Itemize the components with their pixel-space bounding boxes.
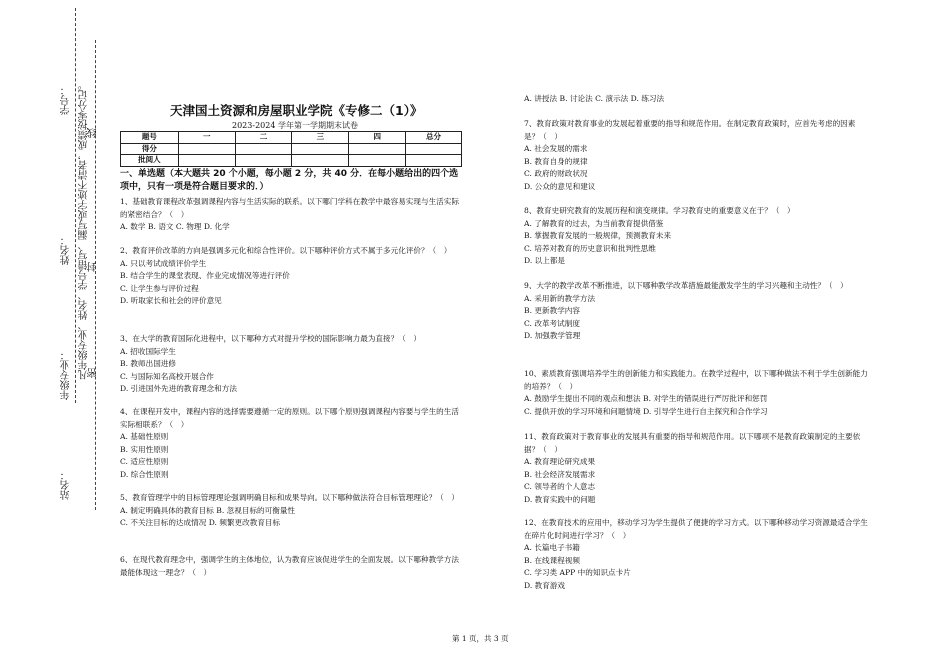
seal-mark-feng: 封 (88, 262, 99, 272)
question-stem: 6、在现代教育理念中，强调学生的主体地位，认为教育应该促进学生的全面发展。以下哪种教学方法最能体现这一理念？（ ） (120, 555, 459, 577)
option-a[interactable]: A. 只以考试成绩评价学生 (120, 258, 207, 268)
grade-major-label: 年级专业： (61, 350, 72, 400)
seal-mark-line: 线 (88, 128, 99, 138)
option-c[interactable]: C. 学习类 APP 中的知识点卡片 (524, 568, 631, 577)
exam-subtitle: 2023-2024 学年第一学期期末试卷 (232, 121, 358, 130)
question-8 (524, 205, 869, 268)
question-5 (120, 492, 465, 530)
row-label: 得分 (121, 143, 179, 155)
option-d[interactable]: D. 公众的意见和建议 (524, 181, 596, 191)
option-d[interactable]: D. 教育实践中的问题 (524, 494, 596, 504)
score-cell[interactable] (406, 143, 462, 155)
question-11 (524, 431, 869, 506)
station-label: 站名： (61, 470, 72, 500)
option-c[interactable]: C. 改革考试制度 (524, 318, 580, 328)
option-b[interactable]: B. 在线课程视频 (524, 555, 580, 565)
question-stem: 4、在课程开发中，课程内容的选择需要遵循一定的原则。以下哪个原则强调课程内容要与学生的生活实际相联系？（ ） (120, 407, 459, 429)
option-line-cd[interactable]: C. 提供开放的学习环境和问题情境 D. 引导学生进行自主探究和合作学习 (524, 406, 768, 416)
question-stem: 7、教育政策对教育事业的发展起着重要的指导和规范作用。在制定教育政策时，应首先考虑的因素是？（ ） (524, 119, 856, 141)
option-a[interactable]: A. 基础性原则 (120, 432, 169, 441)
reviewer-cell[interactable] (349, 155, 406, 167)
question-1 (120, 196, 465, 234)
reviewer-row (121, 155, 462, 167)
question-9 (524, 280, 869, 343)
option-d[interactable]: D. 加强教学管理 (524, 331, 581, 340)
option-a[interactable]: A. 长篇电子书籍 (524, 543, 580, 552)
option-d[interactable]: D. 教育游戏 (524, 580, 566, 590)
question-3 (120, 333, 465, 396)
option-b[interactable]: B. 掌握教育发展的一般规律，预测教育未来 (524, 231, 672, 240)
question-6-options (524, 93, 869, 106)
score-cell[interactable] (349, 143, 406, 155)
option-b[interactable]: B. 社会经济发展需求 (524, 469, 596, 479)
exam-title: 天津国土资源和房屋职业学院《专修二（1）》 (170, 103, 423, 118)
option-a[interactable]: A. 采用新的教学方法 (524, 293, 596, 303)
question-6 (120, 554, 465, 579)
option-b[interactable]: B. 结合学生的课堂表现、作业完成情况等进行评价 (120, 271, 290, 280)
question-stem: 5、教育管理学中的目标管理理论强调明确目标和成果导向。以下哪种做法符合目标管理理论？（ ） (120, 493, 459, 502)
seal-mark-mi: 密 (88, 368, 99, 378)
option-b[interactable]: B. 教育自身的规律 (524, 156, 588, 166)
question-stem: 9、大学的教学改革不断推进，以下哪种教学改革措施最能激发学生的学习兴趣和主动性？（ ） (524, 281, 848, 290)
option-a[interactable]: A. 了解教育的过去，为当前教育提供借鉴 (524, 218, 664, 228)
reviewer-cell[interactable] (178, 155, 235, 167)
question-stem: 8、教育史研究教育的发展历程和演变规律。学习教育史的重要意义在于？（ ） (524, 206, 795, 215)
header-cell: 四 (349, 132, 406, 144)
name-label: 姓名： (61, 235, 72, 265)
header-cell: 一 (178, 132, 235, 144)
question-stem: 2、教育评价改革的方向是强调多元化和综合性评价。以下哪种评价方式不属于多元化评价？（ ） (120, 246, 452, 255)
question-12 (524, 517, 869, 592)
option-a[interactable]: A. 教育理论研究成果 (524, 457, 596, 466)
option-b[interactable]: B. 实用性原则 (120, 444, 169, 454)
option-b[interactable]: B. 更新教学内容 (524, 306, 580, 315)
question-stem: 11、教育政策对于教育事业的发展具有重要的指导和规范作用。以下哪项不是教育政策制定的主要依据？（ ） (524, 432, 861, 454)
option-line-ab[interactable]: A. 鼓励学生提出不同的观点和想法 B. 对学生的错误进行严厉批评和惩罚 (524, 394, 768, 403)
question-stem: 3、在大学的教育国际化进程中，以下哪种方式对提升学校的国际影响力最为直接？（ ） (120, 334, 421, 343)
option-c[interactable]: C. 适应性原则 (120, 457, 169, 466)
binding-dash-line-1 (75, 8, 76, 403)
option-d[interactable]: D. 综合性原则 (120, 469, 169, 479)
question-4 (120, 406, 465, 481)
option-c[interactable]: C. 与国际知名高校开展合作 (120, 371, 214, 381)
option-a[interactable]: A. 社会发展的需求 (524, 144, 588, 153)
score-table-header-row (121, 132, 462, 144)
score-table (120, 131, 462, 167)
question-10 (524, 368, 869, 418)
score-cell[interactable] (292, 143, 349, 155)
student-id-label: 学号： (61, 85, 72, 115)
row-label: 批阅人 (121, 155, 179, 167)
header-cell: 题号 (121, 132, 179, 144)
option-line[interactable]: A. 数学 B. 语文 C. 物理 D. 化学 (120, 222, 230, 231)
question-stem: 1、基础教育课程改革强调课程内容与生活实际的联系。以下哪门学科在教学中最容易实现与生活实际的紧密结合？（ ） (120, 197, 459, 219)
question-stem: 10、素质教育强调培养学生的创新能力和实践能力。在教学过程中，以下哪种做法不利于学生创新能力的培养？（ ） (524, 369, 868, 391)
binding-dash-line-2 (95, 40, 96, 510)
score-cell[interactable] (178, 143, 235, 155)
page-number: 第 1 页，共 3 页 (452, 634, 509, 643)
reviewer-cell[interactable] (292, 155, 349, 167)
score-row (121, 143, 462, 155)
option-d[interactable]: D. 以上都是 (524, 256, 566, 265)
question-7 (524, 118, 869, 193)
question-stem: 12、在教育技术的应用中，移动学习为学生提供了便捷的学习方式。以下哪种移动学习资源最适合学生在碎片化时间进行学习？（ ） (524, 518, 868, 540)
option-line[interactable]: A. 讲授法 B. 讨论法 C. 演示法 D. 练习法 (524, 94, 665, 103)
reviewer-cell[interactable] (406, 155, 462, 167)
reviewer-cell[interactable] (235, 155, 292, 167)
section-heading: 一、单选题（本大题共 20 个小题，每小题 2 分，共 40 分．在每小题给出的四个选项中，只有一项是符合题目要求的．） (120, 169, 459, 192)
option-d[interactable]: D. 听取家长和社会的评价意见 (120, 296, 222, 305)
header-cell: 总分 (406, 132, 462, 144)
option-line-ab[interactable]: A. 制定明确具体的教育目标 B. 忽视目标的可衡量性 (120, 505, 296, 515)
option-line-cd[interactable]: C. 不关注目标的达成情况 D. 频繁更改教育目标 (120, 518, 281, 527)
option-c[interactable]: C. 培养对教育的历史意识和批判性思维 (524, 243, 656, 253)
question-2 (120, 245, 465, 308)
header-cell: 二 (235, 132, 292, 144)
binding-rule-text: 凡年级专业、姓名、学号错写、漏写或字迹不清者，成绩按零分记。 (79, 80, 90, 380)
option-d[interactable]: D. 引进国外先进的教育理念和方法 (120, 384, 237, 393)
option-c[interactable]: C. 政府的财政状况 (524, 169, 588, 178)
option-c[interactable]: C. 让学生参与评价过程 (120, 283, 199, 293)
header-cell: 三 (292, 132, 349, 144)
score-cell[interactable] (235, 143, 292, 155)
option-b[interactable]: B. 教师出国进修 (120, 359, 176, 368)
option-c[interactable]: C. 领导者的个人意志 (524, 482, 596, 491)
option-a[interactable]: A. 招收国际学生 (120, 346, 176, 356)
